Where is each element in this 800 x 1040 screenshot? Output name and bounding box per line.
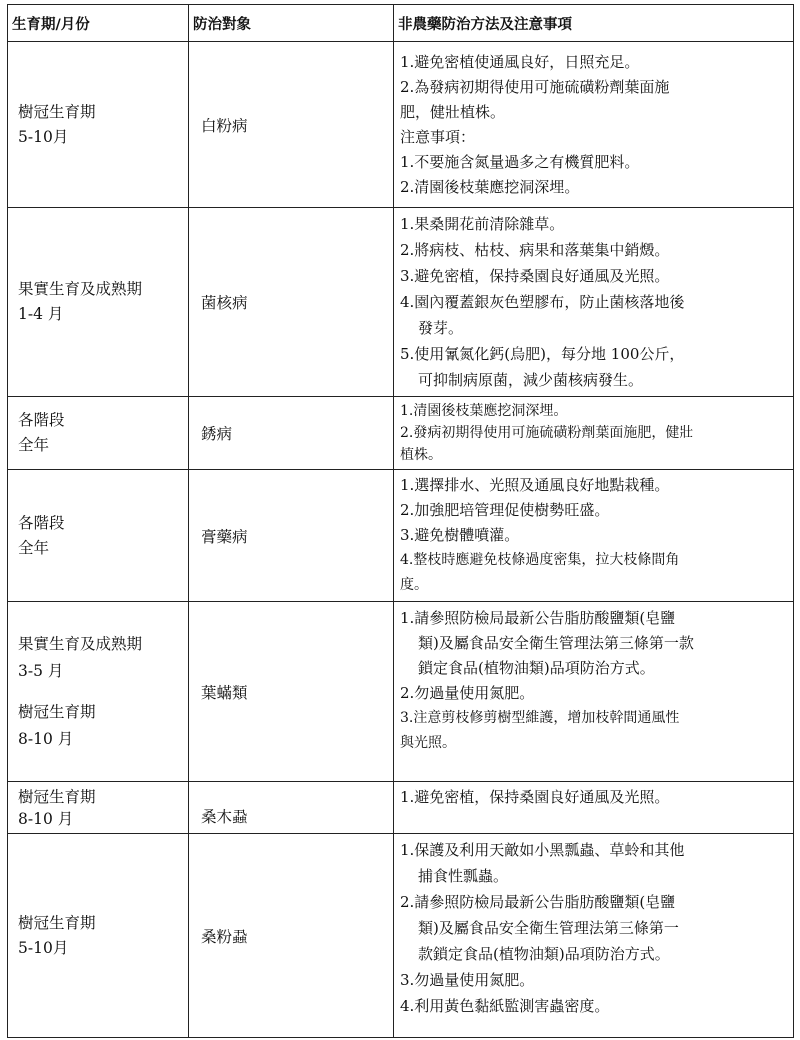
method-cell [394,208,794,397]
method-line: 1.清園後枝葉應挖洞深埋。 [400,403,568,419]
method-line: 1.避免密植使通風良好，日照充足。 [400,52,640,71]
method-line: 類)及屬食品安全衛生管理法第三條第一款 [418,634,694,652]
method-line: 度。 [400,577,428,593]
method-line: 3.避免樹體噴灌。 [400,526,520,544]
stage-cell [8,782,189,834]
method-line: 1.請參照防檢局最新公告脂肪酸鹽類(皂鹽 [400,609,676,627]
method-line: 1.避免密植，保持桑園良好通風及光照。 [400,788,670,806]
target-cell: 葉蟎類 [189,602,394,782]
method-cell [394,834,794,1038]
target-cell: 銹病 [189,397,394,470]
method-line: 4.整枝時應避免枝條過度密集，拉大枝條間角 [400,552,680,568]
method-line: 2.勿過量使用氮肥。 [400,684,535,702]
method-line: 與光照。 [400,735,456,751]
stage-text: 全年 [18,538,50,557]
method-line: 1.選擇排水、光照及通風良好地點栽種。 [400,476,670,494]
stage-text: 樹冠生育期 [18,913,96,932]
method-line: 肥，健壯植株。 [400,102,506,121]
method-cell [394,782,794,834]
method-line: 3.注意剪枝修剪樹型維護，增加枝幹間通風性 [400,710,680,726]
header-target: 防治對象 [189,5,394,42]
stage-text: 1-4 月 [18,305,64,323]
method-line: 1.果桑開花前清除雜草。 [400,215,565,233]
method-cell [394,397,794,470]
method-line: 植株。 [400,447,442,463]
stage-text: 果實生育及成熟期 [18,634,143,653]
target-cell: 桑木蝨 [189,782,394,834]
table-row [8,208,794,397]
stage-text: 8-10 月 [18,729,74,748]
method-line: 2.清園後枝葉應挖洞深埋。 [400,177,580,196]
stage-text: 各階段 [18,513,65,532]
method-line: 3.避免密植，保持桑園良好通風及光照。 [400,267,670,285]
pest-control-table [7,4,794,1038]
header-methods: 非農藥防治方法及注意事項 [394,5,794,42]
method-line: 捕食性瓢蟲。 [418,867,509,885]
target-cell: 白粉病 [189,42,394,208]
header-growth-period: 生育期/月份 [8,5,189,42]
table-row [8,834,794,1038]
stage-spacer [18,685,188,699]
stage-text: 各階段 [18,411,65,429]
method-line: 3.勿過量使用氮肥。 [400,971,535,989]
stage-text: 5-10月 [18,938,69,957]
stage-cell [8,470,189,602]
method-line: 1.保護及利用天敵如小黑瓢蟲、草蛉和其他 [400,841,685,859]
method-line: 2.為發病初期得使用可施硫磺粉劑葉面施 [400,77,670,96]
stage-text: 全年 [18,436,50,454]
method-line: 注意事項： [400,127,476,146]
stage-text: 樹冠生育期 [18,787,96,806]
method-line: 款鎖定食品(植物油類)品項防治方式。 [418,945,670,963]
table-row [8,397,794,470]
method-line: 4.園內覆蓋銀灰色塑膠布，防止菌核落地後 [400,293,685,311]
method-line: 2.請參照防檢局最新公告脂肪酸鹽類(皂鹽 [400,893,676,911]
method-line: 5.使用氰氮化鈣(烏肥)，每分地 100公斤， [400,345,685,363]
method-line: 發芽。 [418,319,464,337]
stage-text: 5-10月 [18,127,69,146]
target-cell: 桑粉蝨 [189,834,394,1038]
method-line: 2.加強肥培管理促使樹勢旺盛。 [400,501,610,519]
target-cell: 膏藥病 [189,470,394,602]
method-line: 2.將病枝、枯枝、病果和落葉集中銷燬。 [400,241,670,259]
stage-cell [8,834,189,1038]
stage-cell [8,42,189,208]
stage-text: 3-5 月 [18,661,64,680]
method-line: 類)及屬食品安全衛生管理法第三條第一 [418,919,679,937]
stage-cell [8,602,189,782]
table-row [8,782,794,834]
stage-cell [8,208,189,397]
method-line: 1.不要施含氮量過多之有機質肥料。 [400,152,640,171]
table-row [8,602,794,782]
stage-cell [8,397,189,470]
method-line: 可抑制病原菌，減少菌核病發生。 [418,371,644,389]
method-cell [394,470,794,602]
method-line: 4.利用黃色黏紙監測害蟲密度。 [400,997,610,1015]
stage-text: 果實生育及成熟期 [18,280,143,298]
stage-text: 樹冠生育期 [18,102,96,121]
table-row [8,470,794,602]
stage-text: 樹冠生育期 [18,702,96,721]
table-row [8,42,794,208]
method-line: 2.發病初期得使用可施硫磺粉劑葉面施肥，健壯 [400,425,694,441]
stage-text: 8-10 月 [18,809,74,828]
method-line: 鎖定食品(植物油類)品項防治方式。 [418,659,655,677]
table-header-row [8,5,794,42]
target-cell: 菌核病 [189,208,394,397]
method-cell [394,42,794,208]
method-cell [394,602,794,782]
